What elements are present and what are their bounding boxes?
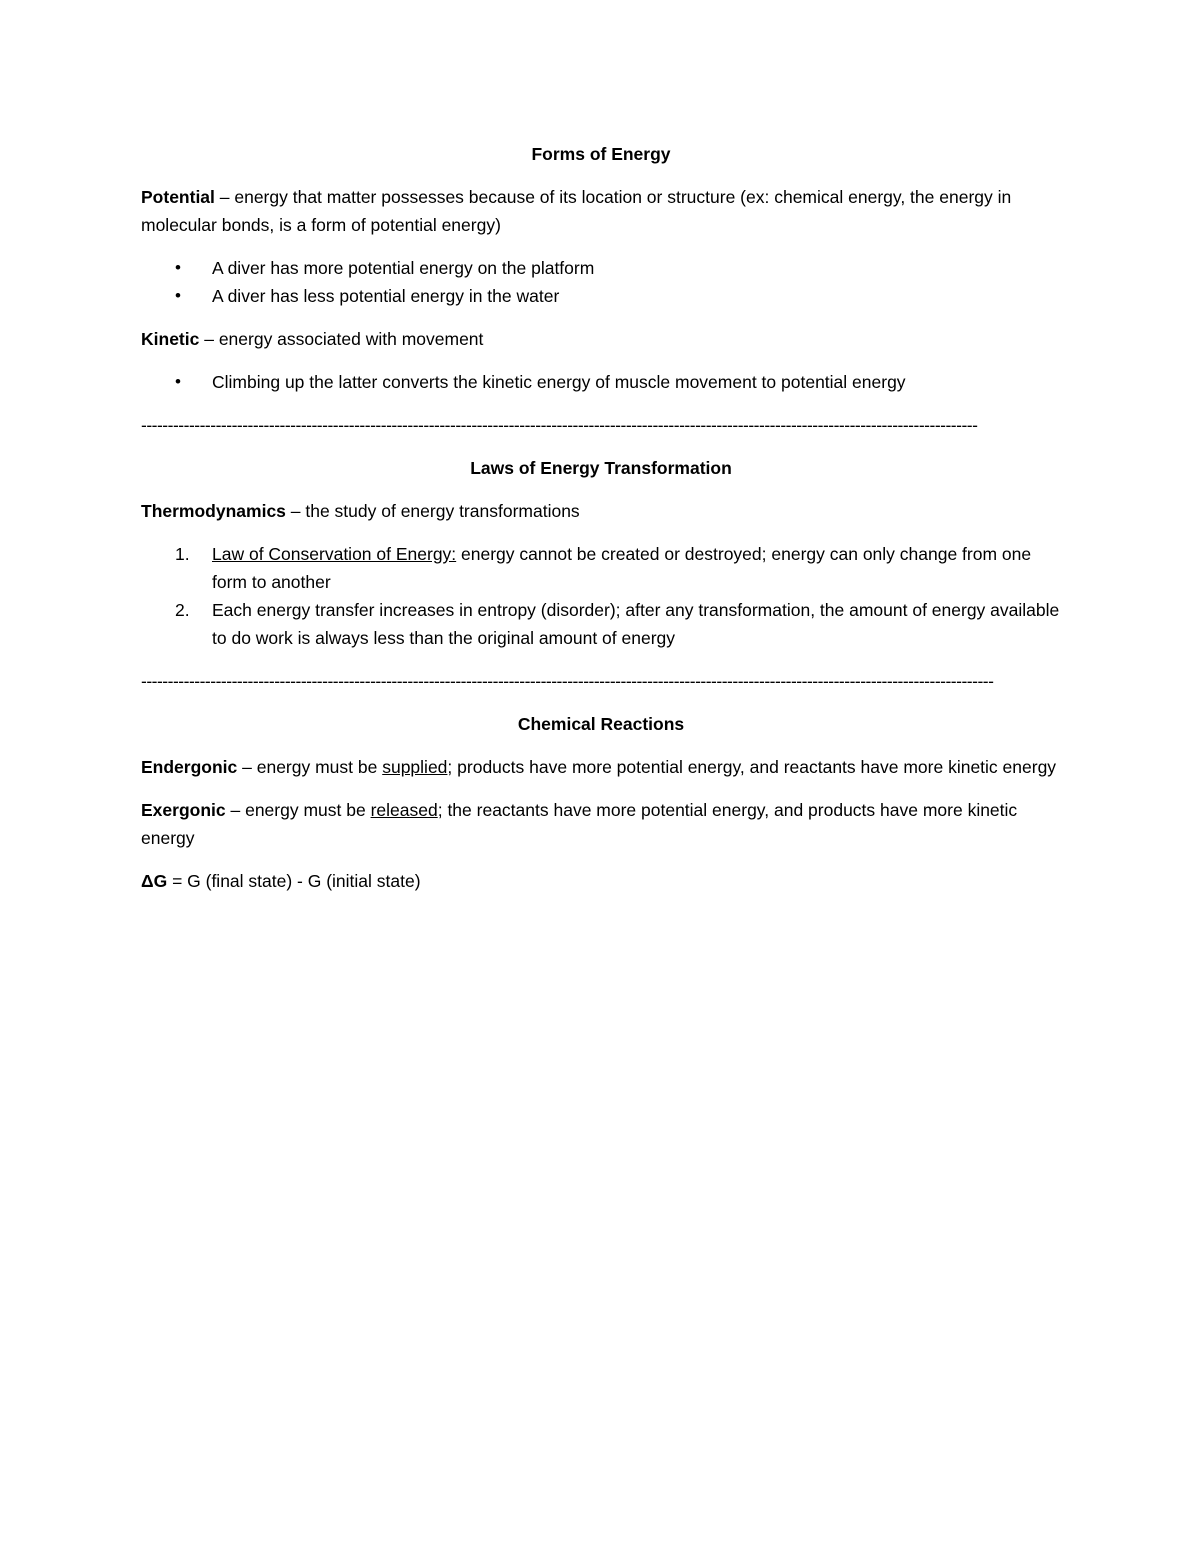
potential-def-text: – energy that matter possesses because of its location or structure (ex: chemical energy, the energy in molecular bonds, is a form of potential energy) (141, 187, 1012, 235)
exergonic-post-text: ; the reactants have more potential energy, and products have more kinetic energy (141, 800, 1018, 848)
endergonic-post-text: ; products have more potential energy, and reactants have more kinetic energy (447, 757, 1057, 777)
list-item (141, 282, 1061, 310)
laws-numbered-list (141, 540, 1061, 652)
endergonic-term: Endergonic (141, 757, 238, 777)
exergonic-pre-text: – energy must be (225, 800, 371, 820)
delta-g-rest: = G (final state) - G (initial state) (167, 871, 421, 891)
kinetic-bullet-list (141, 368, 1061, 396)
document-page (141, 140, 1061, 910)
exergonic-term: Exergonic (141, 800, 226, 820)
section-title-forms-of-energy: Forms of Energy (531, 144, 671, 164)
section-title-chemical-reactions: Chemical Reactions (517, 714, 685, 734)
kinetic-def-text: – energy associated with movement (199, 329, 484, 349)
delta-g-equation (141, 867, 1061, 895)
list-item (141, 368, 1061, 396)
potential-definition (141, 183, 1061, 239)
bullet-icon: • (175, 372, 181, 391)
list-number: 1. (175, 544, 190, 564)
thermodynamics-term: Thermodynamics (141, 501, 286, 521)
list-item-text: Each energy transfer increases in entropy (disorder); after any transformation, the amount of energy available to do work is always less than the original amount of energy (212, 600, 1060, 648)
bullet-icon: • (175, 258, 181, 277)
kinetic-term: Kinetic (141, 329, 200, 349)
list-item (141, 540, 1061, 596)
list-item (141, 596, 1061, 652)
potential-bullet-list (141, 254, 1061, 310)
thermodynamics-def-text: – the study of energy transformations (285, 501, 580, 521)
endergonic-pre-text: – energy must be (237, 757, 383, 777)
section-title-laws: Laws of Energy Transformation (470, 458, 732, 478)
divider-line: ---------------------------------------------------------------------------------------------------------------------------------------------------------------- (141, 671, 994, 691)
bullet-text: Climbing up the latter converts the kinetic energy of muscle movement to potential energy (212, 372, 906, 392)
exergonic-definition (141, 796, 1061, 852)
divider-line: ------------------------------------------------------------------------------------------------------------------------------------------------------------- (141, 415, 978, 435)
delta-g-symbol: ΔG (141, 871, 168, 891)
bullet-icon: • (175, 286, 181, 305)
list-number: 2. (175, 600, 190, 620)
law-conservation-label: Law of Conservation of Energy: (212, 544, 457, 564)
kinetic-definition (141, 325, 1061, 353)
bullet-text: A diver has more potential energy on the platform (212, 258, 595, 278)
thermodynamics-definition (141, 497, 1061, 525)
endergonic-definition (141, 753, 1061, 781)
list-item-text: energy cannot be created or destroyed; energy can only change from one form to another (212, 544, 1032, 592)
exergonic-underlined: released (370, 800, 438, 820)
bullet-text: A diver has less potential energy in the water (212, 286, 560, 306)
potential-term: Potential (141, 187, 215, 207)
endergonic-underlined: supplied (382, 757, 448, 777)
list-item (141, 254, 1061, 282)
